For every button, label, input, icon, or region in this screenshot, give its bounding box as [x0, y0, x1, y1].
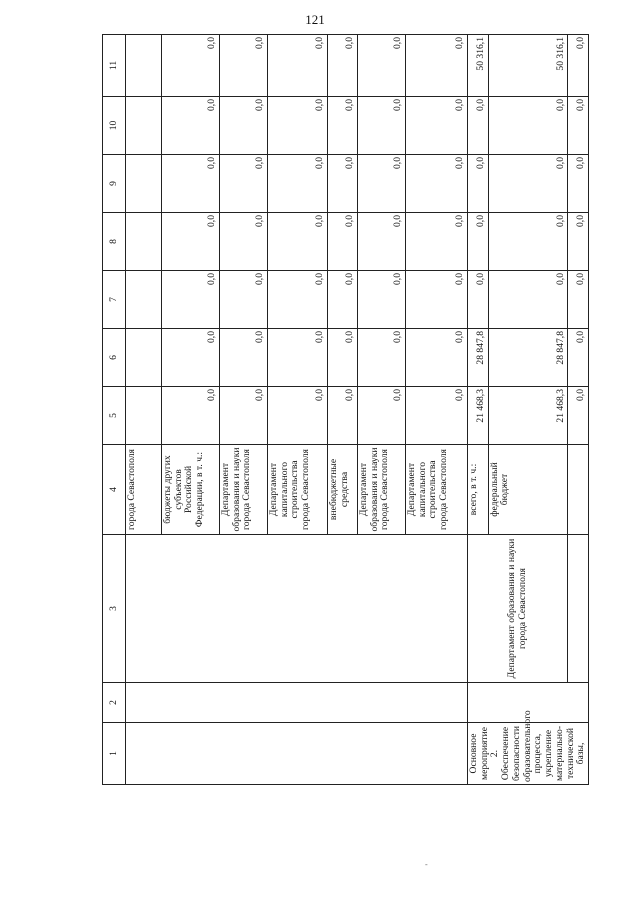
- value-cell: 0,0: [162, 387, 220, 445]
- value-cell: 0,0: [268, 271, 328, 329]
- value-cell: 0,0: [568, 329, 589, 387]
- value-cell: 0,0: [468, 213, 489, 271]
- page-number: 121: [305, 12, 325, 27]
- value-cell: 0,0: [358, 97, 406, 155]
- value-cell: 0,0: [162, 35, 220, 97]
- value-cell: 0,0: [268, 387, 328, 445]
- value-cell: 0,0: [162, 155, 220, 213]
- value-cell: 0,0: [220, 329, 268, 387]
- value-cell: 0,0: [406, 155, 468, 213]
- value-cell: 0,0: [568, 35, 589, 97]
- column-number-11: 11: [103, 35, 126, 97]
- value-cell: 0,0: [568, 155, 589, 213]
- funding-source-cell: Департамент образования и науки города Севастополя: [358, 445, 406, 535]
- table-row: [126, 35, 162, 785]
- value-cell: [126, 213, 162, 271]
- value-cell: 0,0: [468, 271, 489, 329]
- value-cell: 21 468,3: [488, 387, 568, 445]
- column-number-7: 7: [103, 271, 126, 329]
- executor-cell-continued: [126, 535, 468, 683]
- value-cell: [126, 329, 162, 387]
- value-cell: 0,0: [468, 155, 489, 213]
- value-cell: 0,0: [488, 155, 568, 213]
- value-cell: 0,0: [358, 329, 406, 387]
- value-cell: 0,0: [162, 97, 220, 155]
- value-cell: [126, 155, 162, 213]
- value-cell: 0,0: [268, 213, 328, 271]
- value-cell: 0,0: [406, 97, 468, 155]
- value-cell: 0,0: [468, 97, 489, 155]
- funding-source-cell: федеральный бюджет: [488, 445, 568, 535]
- value-cell: 0,0: [328, 271, 358, 329]
- column-number-6: 6: [103, 329, 126, 387]
- value-cell: 0,0: [220, 35, 268, 97]
- value-cell: 0,0: [488, 213, 568, 271]
- value-cell: 0,0: [268, 329, 328, 387]
- value-cell: 0,0: [162, 271, 220, 329]
- column-number-10: 10: [103, 97, 126, 155]
- value-cell: 0,0: [328, 35, 358, 97]
- table-row: [468, 35, 489, 785]
- deadline-cell-continued: [126, 683, 468, 723]
- value-cell: 0,0: [488, 271, 568, 329]
- value-cell: 50 316,1: [488, 35, 568, 97]
- funding-source-cell: Департамент капитального строительства города Севастополя: [268, 445, 328, 535]
- value-cell: 0,0: [568, 97, 589, 155]
- column-number-8: 8: [103, 213, 126, 271]
- column-number-9: 9: [103, 155, 126, 213]
- executor-cell: Департамент образования и науки города Севастополя: [468, 535, 568, 683]
- value-cell: 0,0: [358, 213, 406, 271]
- value-cell: 0,0: [220, 155, 268, 213]
- activity-cell: Основное мероприятие 2. Обеспечение безопасности образовательного процесса, укрепление материально-технической базы,: [468, 723, 589, 785]
- value-cell: 28 847,8: [468, 329, 489, 387]
- value-cell: 0,0: [406, 213, 468, 271]
- value-cell: 0,0: [568, 271, 589, 329]
- value-cell: 0,0: [268, 97, 328, 155]
- value-cell: 0,0: [406, 387, 468, 445]
- value-cell: 0,0: [328, 213, 358, 271]
- value-cell: 0,0: [328, 155, 358, 213]
- value-cell: 0,0: [358, 35, 406, 97]
- column-number-row: [103, 35, 126, 785]
- value-cell: 0,0: [328, 387, 358, 445]
- scan-mark: -: [425, 860, 428, 869]
- activity-cell-continued: [126, 723, 468, 785]
- funding-source-cell: города Севастополя: [126, 445, 162, 535]
- funding-source-cell: всего, в т. ч.:: [468, 445, 489, 535]
- funding-source-cell: Департамент капитального строительства города Севастополя: [406, 445, 468, 535]
- value-cell: 0,0: [406, 271, 468, 329]
- column-number-1: 1: [103, 723, 126, 785]
- column-number-5: 5: [103, 387, 126, 445]
- table-row: [568, 35, 589, 785]
- value-cell: 0,0: [162, 213, 220, 271]
- value-cell: 0,0: [220, 213, 268, 271]
- value-cell: 0,0: [220, 97, 268, 155]
- value-cell: 0,0: [162, 329, 220, 387]
- value-cell: 0,0: [268, 155, 328, 213]
- column-number-2: 2: [103, 683, 126, 723]
- value-cell: 0,0: [328, 329, 358, 387]
- value-cell: [126, 35, 162, 97]
- value-cell: 21 468,3: [468, 387, 489, 445]
- value-cell: [126, 97, 162, 155]
- value-cell: 0,0: [220, 271, 268, 329]
- funding-source-cell: [568, 445, 589, 535]
- value-cell: [126, 271, 162, 329]
- value-cell: 0,0: [358, 271, 406, 329]
- value-cell: 0,0: [568, 213, 589, 271]
- column-number-3: 3: [103, 535, 126, 683]
- value-cell: 0,0: [406, 35, 468, 97]
- value-cell: 0,0: [328, 97, 358, 155]
- funding-source-cell: Департамент образования и науки города Севастополя: [220, 445, 268, 535]
- funding-source-cell: внебюджетные средства: [328, 445, 358, 535]
- value-cell: 50 316,1: [468, 35, 489, 97]
- value-cell: 28 847,8: [488, 329, 568, 387]
- executor-cell-empty: [568, 535, 589, 683]
- financing-table: [102, 34, 589, 785]
- value-cell: 0,0: [358, 387, 406, 445]
- value-cell: 0,0: [220, 387, 268, 445]
- value-cell: [126, 387, 162, 445]
- value-cell: 0,0: [268, 35, 328, 97]
- value-cell: 0,0: [406, 329, 468, 387]
- value-cell: 0,0: [358, 155, 406, 213]
- value-cell: 0,0: [488, 97, 568, 155]
- column-number-4: 4: [103, 445, 126, 535]
- rotated-table-wrapper: [102, 35, 630, 785]
- value-cell: 0,0: [568, 387, 589, 445]
- funding-source-cell: бюджеты других субъектов Российской Федерации, в т. ч.:: [162, 445, 220, 535]
